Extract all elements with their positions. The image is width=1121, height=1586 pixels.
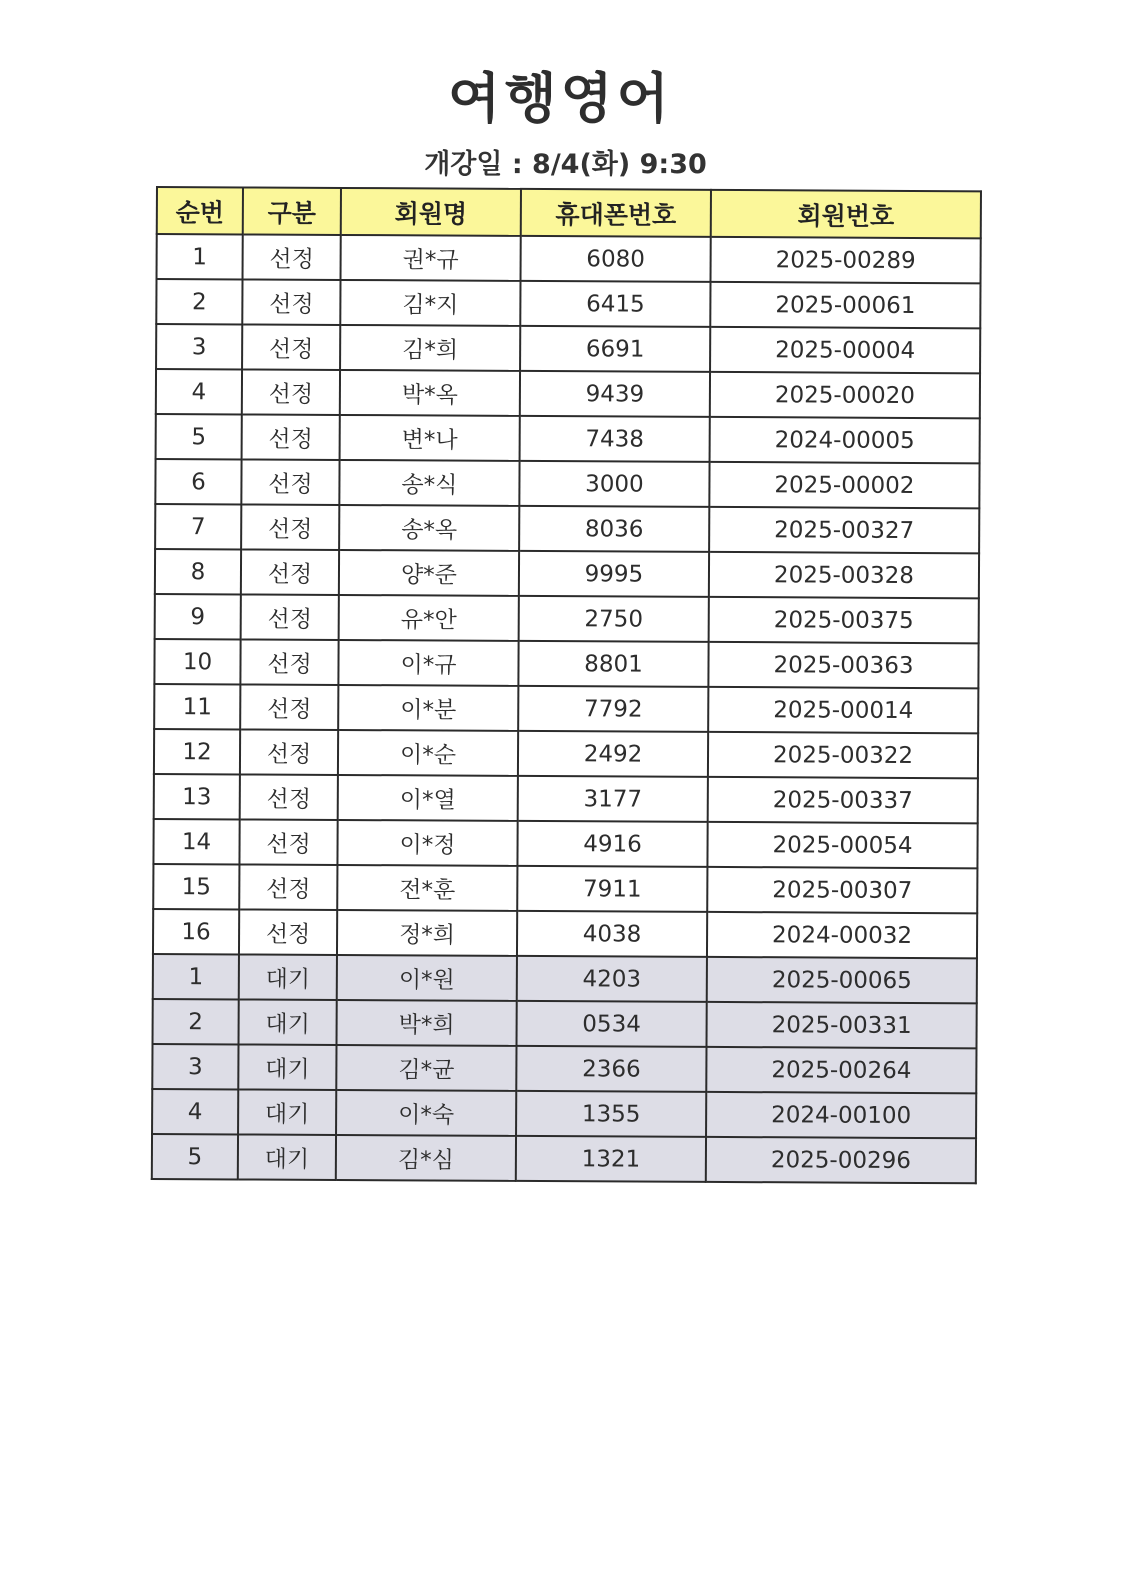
cell-order-number: 16: [153, 909, 239, 954]
cell-member-name: 이*원: [337, 955, 517, 1001]
cell-phone-number: 8801: [518, 641, 708, 687]
cell-member-name: 이*분: [338, 685, 518, 731]
cell-order-number: 15: [153, 864, 239, 909]
cell-order-number: 9: [155, 594, 241, 639]
cell-member-number: 2025-00327: [709, 507, 979, 553]
cell-phone-number: 1355: [516, 1091, 706, 1137]
cell-order-number: 2: [156, 279, 242, 324]
cell-phone-number: 3177: [518, 776, 708, 822]
class-start-date: 개강일 : 8/4(화) 9:30: [424, 149, 707, 180]
cell-category: 선정: [242, 414, 340, 460]
cell-category: 선정: [239, 864, 337, 910]
cell-phone-number: 1321: [516, 1136, 706, 1182]
cell-phone-number: 2366: [516, 1046, 706, 1092]
cell-member-number: 2025-00337: [708, 777, 978, 823]
cell-category: 대기: [238, 1134, 336, 1180]
cell-member-number: 2025-00002: [709, 462, 979, 508]
cell-category: 선정: [243, 234, 341, 280]
cell-member-number: 2025-00289: [711, 237, 981, 283]
cell-member-name: 김*지: [340, 280, 520, 326]
cell-member-name: 김*희: [340, 325, 520, 371]
cell-member-name: 이*정: [337, 820, 517, 866]
cell-order-number: 7: [155, 504, 241, 549]
cell-phone-number: 2750: [519, 596, 709, 642]
cell-member-name: 김*균: [336, 1045, 516, 1091]
cell-member-number: 2025-00296: [706, 1137, 976, 1183]
cell-category: 선정: [240, 774, 338, 820]
cell-phone-number: 2492: [518, 731, 708, 777]
cell-order-number: 4: [152, 1089, 238, 1134]
cell-order-number: 10: [154, 639, 240, 684]
cell-phone-number: 8036: [519, 506, 709, 552]
cell-category: 선정: [240, 729, 338, 775]
cell-member-number: 2025-00054: [707, 822, 977, 868]
cell-member-number: 2024-00005: [710, 417, 980, 463]
table-row: [154, 729, 978, 778]
cell-member-number: 2025-00065: [707, 957, 977, 1003]
cell-member-name: 전*훈: [337, 865, 517, 911]
member-list-table: [151, 186, 982, 1184]
cell-order-number: 14: [153, 819, 239, 864]
table-row: [155, 459, 979, 508]
table-row: [156, 369, 980, 418]
cell-member-name: 박*희: [337, 1000, 517, 1046]
member-list-table-wrapper: [151, 186, 980, 1184]
cell-member-name: 정*희: [337, 910, 517, 956]
cell-member-number: 2024-00032: [707, 912, 977, 958]
table-row: [155, 549, 979, 598]
cell-member-name: 이*숙: [336, 1090, 516, 1136]
cell-order-number: 5: [156, 414, 242, 459]
cell-phone-number: 4916: [517, 821, 707, 867]
header-member-number: 회원번호: [711, 190, 981, 238]
cell-order-number: 13: [154, 774, 240, 819]
cell-member-name: 송*식: [339, 460, 519, 506]
cell-order-number: 1: [153, 954, 239, 999]
cell-member-name: 양*준: [339, 550, 519, 596]
table-row: [155, 504, 979, 553]
cell-member-number: 2025-00020: [710, 372, 980, 418]
cell-category: 선정: [239, 909, 337, 955]
table-row: [153, 819, 977, 868]
cell-member-number: 2025-00363: [708, 642, 978, 688]
cell-member-number: 2025-00264: [706, 1047, 976, 1093]
header-category: 구분: [243, 187, 341, 235]
table-row: [155, 594, 979, 643]
cell-phone-number: 4203: [517, 956, 707, 1002]
table-row: [156, 279, 980, 328]
cell-member-name: 송*옥: [339, 505, 519, 551]
cell-order-number: 5: [152, 1134, 238, 1179]
cell-phone-number: 9995: [519, 551, 709, 597]
cell-member-name: 이*순: [338, 730, 518, 776]
cell-phone-number: 7911: [517, 866, 707, 912]
cell-order-number: 8: [155, 549, 241, 594]
cell-category: 대기: [238, 1089, 336, 1135]
cell-member-number: 2025-00004: [710, 327, 980, 373]
table-row: [153, 954, 977, 1003]
cell-category: 대기: [238, 1044, 336, 1090]
cell-category: 선정: [241, 459, 339, 505]
cell-member-number: 2025-00331: [706, 1002, 976, 1048]
cell-order-number: 3: [152, 1044, 238, 1089]
cell-category: 대기: [239, 999, 337, 1045]
cell-phone-number: 6415: [520, 281, 710, 327]
table-row: [154, 639, 978, 688]
cell-category: 선정: [240, 684, 338, 730]
cell-member-name: 이*열: [338, 775, 518, 821]
table-row: [153, 999, 977, 1048]
cell-phone-number: 4038: [517, 911, 707, 957]
cell-member-number: 2025-00375: [709, 597, 979, 643]
cell-order-number: 2: [153, 999, 239, 1044]
cell-category: 선정: [241, 504, 339, 550]
cell-member-name: 유*안: [339, 595, 519, 641]
table-row: [156, 324, 980, 373]
cell-category: 선정: [240, 639, 338, 685]
table-row: [156, 414, 980, 463]
cell-phone-number: 9439: [520, 371, 710, 417]
table-row: [154, 774, 978, 823]
cell-phone-number: 6080: [521, 236, 711, 282]
header-order-number: 순번: [157, 187, 243, 234]
table-row: [153, 864, 977, 913]
cell-phone-number: 3000: [519, 461, 709, 507]
cell-member-name: 박*옥: [340, 370, 520, 416]
cell-member-name: 권*규: [341, 235, 521, 281]
table-row: [157, 234, 981, 283]
cell-phone-number: 7438: [520, 416, 710, 462]
table-row: [153, 909, 977, 958]
cell-member-number: 2025-00328: [709, 552, 979, 598]
table-header-row: [157, 187, 981, 238]
cell-member-name: 이*규: [338, 640, 518, 686]
cell-member-name: 변*나: [340, 415, 520, 461]
header-member-name: 회원명: [341, 188, 521, 236]
table-row: [152, 1089, 976, 1138]
cell-member-number: 2025-00322: [708, 732, 978, 778]
cell-order-number: 6: [155, 459, 241, 504]
cell-member-number: 2025-00061: [710, 282, 980, 328]
cell-member-number: 2025-00307: [707, 867, 977, 913]
cell-member-number: 2024-00100: [706, 1092, 976, 1138]
cell-category: 선정: [241, 549, 339, 595]
cell-category: 선정: [239, 819, 337, 865]
cell-order-number: 3: [156, 324, 242, 369]
cell-category: 선정: [242, 279, 340, 325]
cell-member-name: 김*심: [336, 1135, 516, 1181]
cell-category: 대기: [239, 954, 337, 1000]
cell-phone-number: 7792: [518, 686, 708, 732]
table-row: [154, 684, 978, 733]
table-body: [152, 234, 981, 1183]
cell-order-number: 4: [156, 369, 242, 414]
cell-category: 선정: [242, 369, 340, 415]
table-row: [152, 1044, 976, 1093]
cell-category: 선정: [241, 594, 339, 640]
cell-order-number: 12: [154, 729, 240, 774]
cell-phone-number: 0534: [517, 1001, 707, 1047]
page-title: 여행영어: [448, 67, 673, 130]
header-phone-number: 휴대폰번호: [521, 189, 711, 237]
cell-member-number: 2025-00014: [708, 687, 978, 733]
cell-phone-number: 6691: [520, 326, 710, 372]
cell-order-number: 11: [154, 684, 240, 729]
cell-category: 선정: [242, 324, 340, 370]
cell-order-number: 1: [157, 234, 243, 279]
table-row: [152, 1134, 976, 1183]
